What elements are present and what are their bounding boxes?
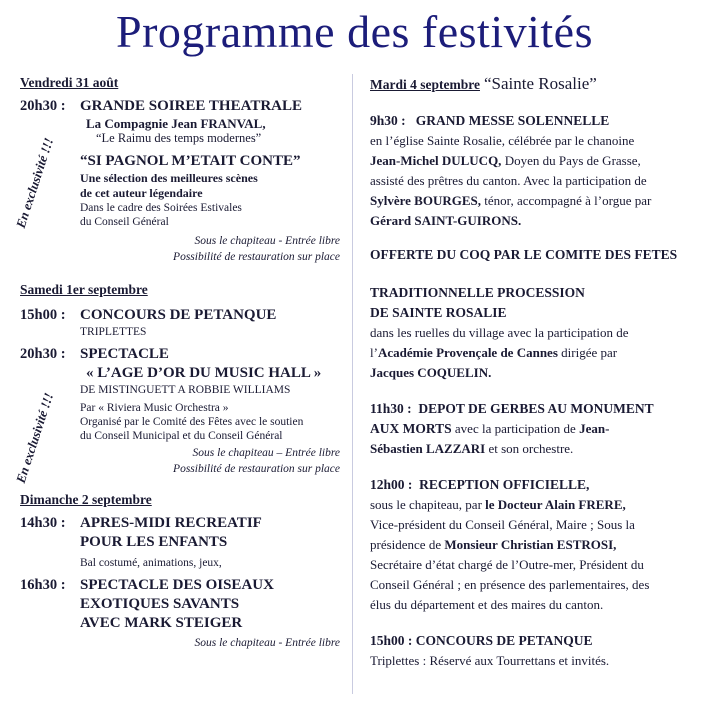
wreath-musician-a: Jean- — [579, 421, 610, 436]
reception-time: 12h00 : — [370, 477, 413, 492]
company-name: La Compagnie Jean FRANVAL, — [86, 116, 266, 131]
organizer-line-1: Organisé par le Comité des Fêtes avec le soutien — [80, 416, 304, 428]
sunday-note-1: Sous le chapiteau - Entrée libre — [194, 637, 340, 649]
organizer-line-2: du Conseil Municipal et du Conseil Général — [80, 430, 283, 442]
reception-host: le Docteur Alain FRERE, — [485, 497, 626, 512]
right-column — [370, 74, 695, 671]
reception-text-5: Conseil Général ; en présence des parlementaires, des — [370, 577, 650, 592]
reception-block — [370, 475, 695, 615]
event-time: 20h30 : — [20, 98, 66, 114]
reception-text-1: sous le chapiteau, par — [370, 497, 486, 512]
friday-event — [20, 97, 340, 229]
saturday-note-1: Sous le chapiteau – Entrée libre — [192, 447, 340, 459]
event-time: 15h00 : — [20, 307, 66, 323]
event-by: Par « Riviera Music Orchestra » — [80, 402, 229, 414]
wreath-title-1: DEPOT DE GERBES AU MONUMENT — [418, 401, 654, 416]
offering-line: OFFERTE DU COQ PAR LE COMITE DES FETES — [370, 247, 678, 262]
mass-text-1: en l’église Sainte Rosalie, célébrée par le chanoine — [370, 133, 635, 148]
procession-text-3: dirigée par — [557, 345, 618, 360]
reception-text-2: Vice-président du Conseil Général, Maire ; Sous la — [370, 517, 635, 532]
petanque-text: Triplettes : Réservé aux Tourrettans et invités. — [370, 653, 610, 668]
day-friday-heading: Vendredi 31 août — [20, 75, 119, 90]
day-tuesday-subtitle: “Sainte Rosalie” — [483, 74, 597, 93]
selection-line-2: de cet auteur légendaire — [80, 186, 203, 200]
event-time: 14h30 : — [20, 515, 66, 531]
day-tuesday-heading: Mardi 4 septembre — [370, 77, 480, 92]
saturday-event-2 — [20, 345, 340, 443]
petanque-time: 15h00 : — [370, 633, 413, 648]
wreath-time: 11h30 : — [370, 401, 412, 416]
event-time: 20h30 : — [20, 346, 66, 362]
event-title-line-1: SPECTACLE DES OISEAUX — [80, 577, 274, 593]
procession-director: Jacques COQUELIN. — [370, 365, 492, 380]
page-title: Programme des festivités — [115, 6, 593, 57]
mass-tenor: Sylvère BOURGES, — [370, 193, 481, 208]
event-sub: Bal costumé, animations, jeux, — [80, 557, 222, 569]
wreath-musician-b: Sébastien LAZZARI — [370, 441, 486, 456]
event-sub: DE MISTINGUETT A ROBBIE WILLIAMS — [80, 384, 291, 396]
day-sunday-heading: Dimanche 2 septembre — [20, 492, 152, 507]
event-title-line-2: EXOTIQUES SAVANTS — [80, 596, 240, 612]
mass-text-4: ténor, accompagné à l’orgue par — [481, 193, 652, 208]
procession-title-1: TRADITIONNELLE PROCESSION — [370, 285, 585, 300]
event-title: SPECTACLE — [80, 346, 169, 362]
sunday-event-2 — [20, 576, 340, 633]
wreath-text-2: et son orchestre. — [485, 441, 574, 456]
reception-text-3: présidence de — [370, 537, 445, 552]
procession-title-2: DE SAINTE ROSALIE — [370, 305, 507, 320]
event-title: CONCOURS DE PETANQUE — [80, 307, 277, 323]
reception-title: RECEPTION OFFICIELLE, — [419, 477, 590, 492]
mass-organist: Gérard SAINT-GUIRONS. — [370, 213, 522, 228]
event-sub: TRIPLETTES — [80, 326, 147, 338]
event-title-line-3: AVEC MARK STEIGER — [80, 615, 243, 631]
event-title-line-1: APRES-MIDI RECREATIF — [80, 515, 262, 531]
friday-note-1: Sous le chapiteau - Entrée libre — [194, 235, 340, 247]
frame-line-2: du Conseil Général — [80, 216, 169, 228]
friday-note-2: Possibilité de restauration sur place — [173, 251, 340, 263]
column-divider — [352, 74, 353, 694]
mass-block — [370, 111, 695, 231]
reception-text-6: élus du département et des maires du canton. — [370, 597, 604, 612]
mass-text-3: assisté des prêtres du canton. Avec la participation de — [370, 173, 647, 188]
procession-block — [370, 283, 695, 383]
event-title-line-2: POUR LES ENFANTS — [80, 534, 228, 550]
mass-title: GRAND MESSE SOLENNELLE — [415, 113, 610, 128]
mass-text-2: Doyen du Pays de Grasse, — [501, 153, 641, 168]
mass-time: 9h30 : — [370, 113, 406, 128]
event-title: GRANDE SOIREE THEATRALE — [80, 98, 302, 114]
selection-line-1: Une sélection des meilleures scènes — [80, 171, 258, 185]
saturday-event-1 — [20, 306, 340, 339]
wreath-block — [370, 399, 695, 459]
frame-line-1: Dans le cadre des Soirées Estivales — [80, 202, 242, 214]
mass-celebrant: Jean-Michel DULUCQ, — [370, 153, 502, 168]
company-quote: “Le Raimu des temps modernes” — [96, 131, 262, 145]
event-time: 16h30 : — [20, 577, 66, 593]
wreath-title-2: AUX MORTS — [370, 421, 452, 436]
day-saturday-heading: Samedi 1er septembre — [20, 282, 148, 297]
procession-text-2: l’ — [370, 345, 378, 360]
exclusivity-label-1: En exclusivité !!! — [12, 135, 57, 230]
left-column — [20, 74, 340, 651]
procession-text-1: dans les ruelles du village avec la participation de — [370, 325, 629, 340]
petanque-title: CONCOURS DE PETANQUE — [415, 633, 593, 648]
show-title: « L’AGE D’OR DU MUSIC HALL » — [86, 365, 322, 381]
show-title: “SI PAGNOL M’ETAIT CONTE” — [80, 153, 301, 169]
exclusivity-label-2: En exclusivité !!! — [12, 390, 57, 485]
procession-academy: Académie Provençale de Cannes — [377, 345, 558, 360]
petanque-block — [370, 631, 695, 671]
saturday-note-2: Possibilité de restauration sur place — [173, 463, 340, 475]
sunday-event-1 — [20, 514, 340, 570]
wreath-text-1: avec la participation de — [451, 421, 580, 436]
reception-text-4: Secrétaire d’état chargé de l’Outre-mer, Président du — [370, 557, 644, 572]
reception-president: Monsieur Christian ESTROSI, — [444, 537, 617, 552]
